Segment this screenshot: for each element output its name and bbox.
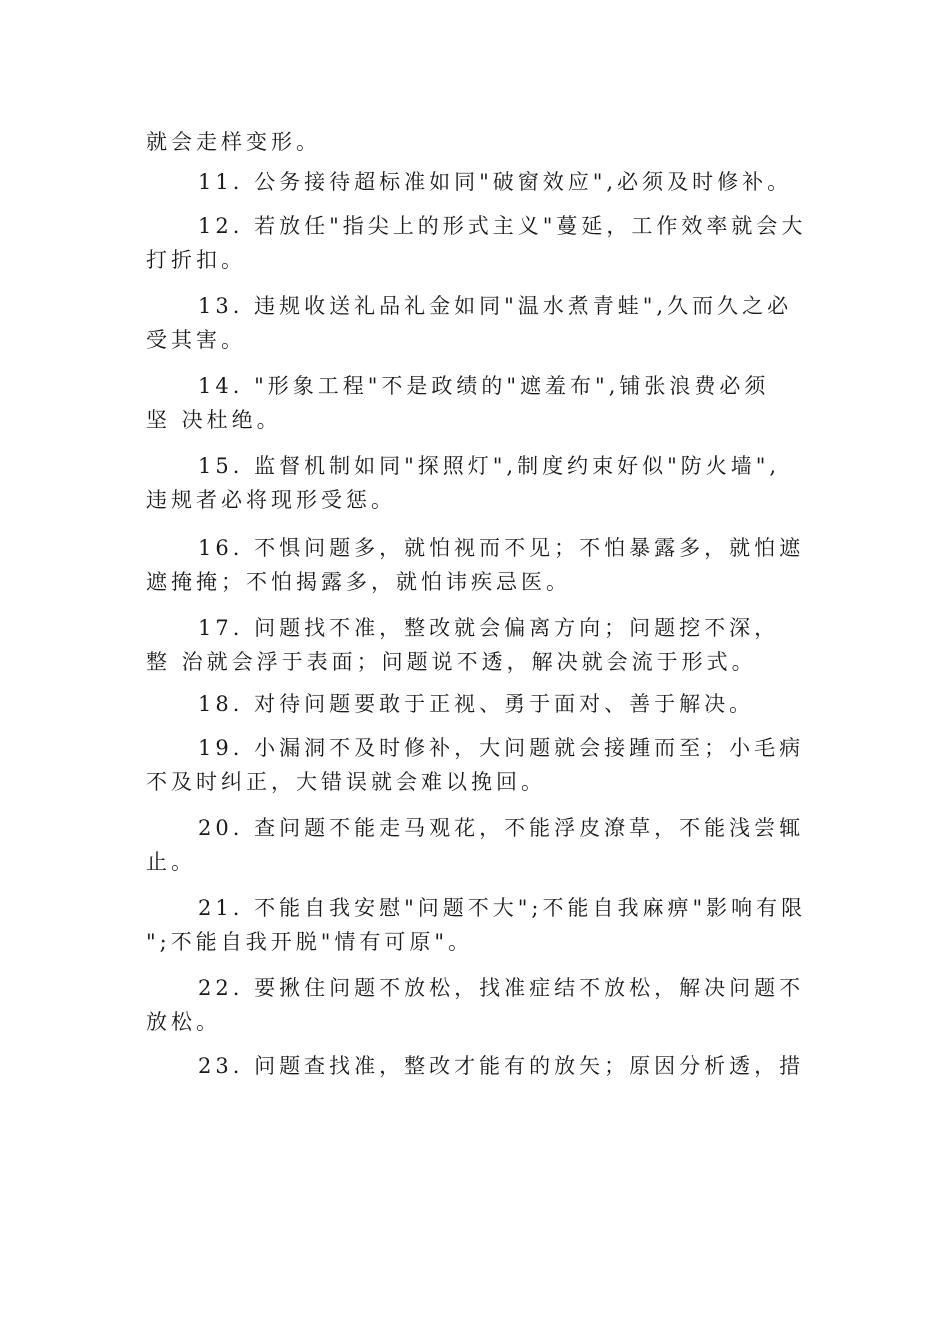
- text-line: 19. 小漏洞不及时修补，大问题就会接踵而至；小毛病: [198, 736, 805, 760]
- text-line: 就会走样变形。: [146, 130, 321, 154]
- text-line: 遮掩掩；不怕揭露多，就怕讳疾忌医。: [146, 570, 571, 594]
- text-line: 坚 决杜绝。: [146, 408, 282, 432]
- text-line: 22. 要揪住问题不放松，找准症结不放松，解决问题不: [198, 976, 805, 1000]
- text-line: 止。: [146, 850, 196, 874]
- text-line: 受其害。: [146, 328, 246, 352]
- text-line: 不及时纠正，大错误就会难以挽回。: [146, 770, 546, 794]
- text-line: 13. 违规收送礼品礼金如同"温水煮青蛙",久而久之必: [198, 294, 793, 318]
- text-line: 放松。: [146, 1010, 221, 1034]
- text-line: 21. 不能自我安慰"问题不大";不能自我麻痹"影响有限: [198, 896, 807, 920]
- text-line: ";不能自我开脱"情有可原"。: [146, 930, 474, 954]
- text-line: 17. 问题找不准，整改就会偏离方向；问题挖不深，: [198, 616, 780, 640]
- text-line: 违规者必将现形受惩。: [146, 488, 396, 512]
- text-line: 20. 查问题不能走马观花，不能浮皮潦草，不能浅尝辄: [198, 816, 805, 840]
- text-line: 15. 监督机制如同"探照灯",制度约束好似"防火墙",: [198, 454, 781, 478]
- text-line: 12. 若放任"指尖上的形式主义"蔓延，工作效率就会大: [198, 214, 807, 238]
- text-line: 11. 公务接待超标准如同"破窗效应",必须及时修补。: [198, 170, 793, 194]
- text-line: 整 治就会浮于表面；问题说不透，解决就会流于形式。: [146, 650, 757, 674]
- text-line: 18. 对待问题要敢于正视、勇于面对、善于解决。: [198, 692, 755, 716]
- text-line: 23. 问题查找准，整改才能有的放矢；原因分析透，措: [198, 1054, 805, 1078]
- text-line: 16. 不惧问题多，就怕视而不见；不怕暴露多，就怕遮: [198, 536, 805, 560]
- text-line: 打折扣。: [146, 248, 246, 272]
- text-line: 14. "形象工程"不是政绩的"遮羞布",铺张浪费必须: [198, 374, 770, 398]
